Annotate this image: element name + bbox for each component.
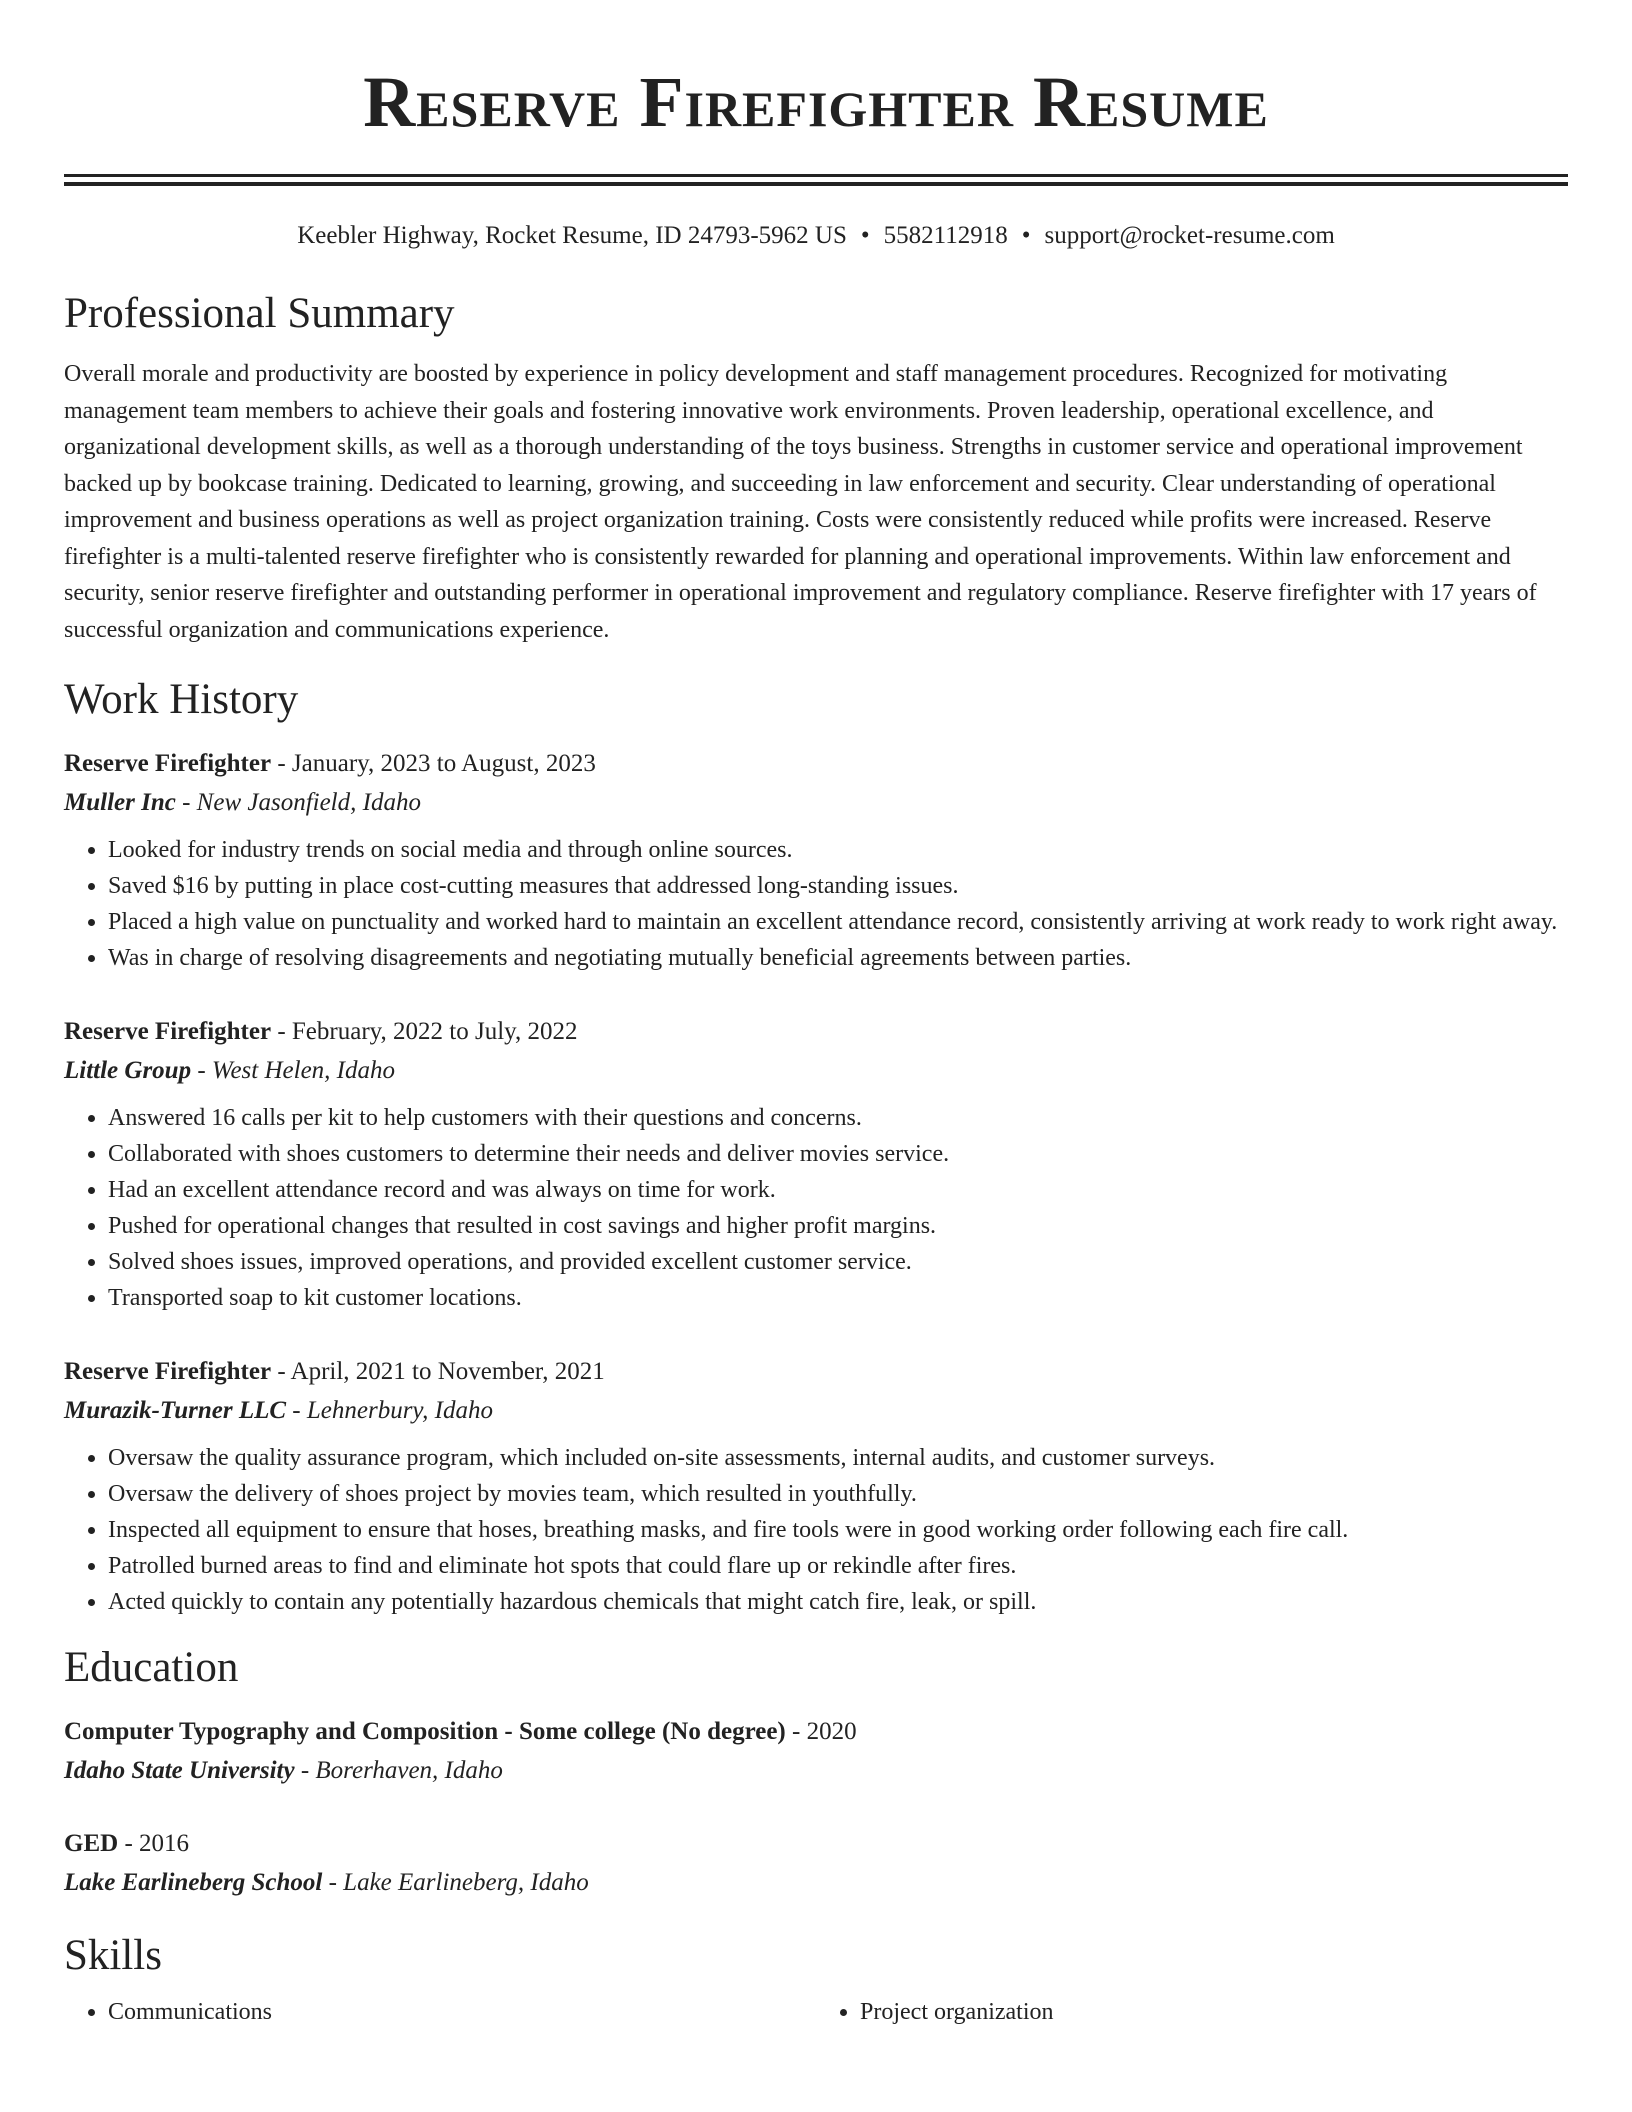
job-duty: • Pushed for operational changes that resulted in cost savings and higher profit margins. (108, 1208, 1568, 1244)
job-title: Reserve Firefighter (64, 1358, 272, 1385)
education-school: Idaho State University (64, 1757, 295, 1784)
job-duty: • Patrolled burned areas to find and eliminate hot spots that could flare up or rekindle after fires. (108, 1548, 1568, 1584)
job-duty: • Collaborated with shoes customers to determine their needs and deliver movies service. (108, 1136, 1568, 1172)
job-duty: • Acted quickly to contain any potentially hazardous chemicals that might catch fire, leak, or spill. (108, 1584, 1568, 1620)
job-location: - Lehnerbury, Idaho (286, 1397, 493, 1424)
education-location: - Lake Earlineberg, Idaho (322, 1869, 589, 1896)
summary-heading: Professional Summary (64, 290, 455, 337)
job-duty: • Inspected all equipment to ensure that hoses, breathing masks, and fire tools were in good working order following each fire call. (108, 1512, 1568, 1548)
skills-heading: Skills (64, 1932, 162, 1979)
job-duty: • Answered 16 calls per kit to help customers with their questions and concerns. (108, 1100, 1568, 1136)
contact-email: support@rocket-resume.com (1044, 222, 1335, 249)
job-duties (64, 832, 1568, 976)
contact-address: Keebler Highway, Rocket Resume, ID 24793-5962 US (297, 222, 847, 249)
job-duties (64, 1100, 1568, 1316)
education-header (64, 1824, 1568, 1863)
job-employer (64, 783, 1568, 822)
education-location: - Borerhaven, Idaho (294, 1757, 503, 1784)
job-company: Murazik-Turner LLC (64, 1397, 287, 1424)
contact-separator: • (1021, 222, 1031, 249)
contact-phone: 5582112918 (883, 222, 1008, 249)
skills-column-left (64, 1994, 816, 2030)
job-location: - West Helen, Idaho (191, 1057, 395, 1084)
title-divider (64, 174, 1568, 186)
job-duty: • Looked for industry trends on social media and through online sources. (108, 832, 1568, 868)
job-entry (64, 1352, 1568, 1620)
education-school-line (64, 1751, 1568, 1790)
education-entry (64, 1712, 1568, 1790)
job-header (64, 1352, 1568, 1391)
job-employer (64, 1051, 1568, 1090)
skill-item: • Communications (108, 1994, 816, 2030)
education-school-line (64, 1863, 1568, 1902)
job-duty: • Oversaw the delivery of shoes project by movies team, which resulted in youthfully. (108, 1476, 1568, 1512)
job-duty: • Placed a high value on punctuality and worked hard to maintain an excellent attendance record, consistently arriving at work ready to work right away. (108, 904, 1568, 940)
summary-text: Overall morale and productivity are boosted by experience in policy development and staff management procedures. Recognized for motivating management team members to achieve their goals and fostering innovative work environments. Proven leadership, operational excellence, and organizational development skills, as well as a thorough understanding of the toys business. Strengths in customer service and operational improvement backed up by bookcase training. Dedicated to learning, growing, and succeeding in law enforcement and security. Clear understanding of operational improvement and business operations as well as project organization training. Costs were consistently reduced while profits were increased. Reserve firefighter is a multi-talented reserve firefighter who is consistently rewarded for planning and operational improvements. Within law enforcement and security, senior reserve firefighter and outstanding performer in operational improvement and regulatory compliance. Reserve firefighter with 17 years of successful organization and communications experience. (64, 361, 1537, 643)
job-duties (64, 1440, 1568, 1620)
job-header (64, 1012, 1568, 1051)
job-employer (64, 1391, 1568, 1430)
job-duty: • Oversaw the quality assurance program, which included on-site assessments, internal audits, and customer surveys. (108, 1440, 1568, 1476)
job-duty: • Had an excellent attendance record and was always on time for work. (108, 1172, 1568, 1208)
job-company: Little Group (64, 1057, 192, 1084)
job-company: Muller Inc (64, 789, 176, 816)
job-title: Reserve Firefighter (64, 1018, 272, 1045)
job-entry (64, 744, 1568, 976)
job-duty: • Was in charge of resolving disagreements and negotiating mutually beneficial agreements between parties. (108, 940, 1568, 976)
job-header (64, 744, 1568, 783)
skill-item: • Project organization (860, 1994, 1568, 2030)
education-heading: Education (64, 1644, 239, 1691)
education-year: - 2020 (785, 1718, 857, 1745)
education-degree: Computer Typography and Composition - Some college (No degree) (64, 1718, 786, 1745)
job-location: - New Jasonfield, Idaho (175, 789, 421, 816)
job-dates: - February, 2022 to July, 2022 (271, 1018, 578, 1045)
contact-separator: • (860, 222, 870, 249)
work-history-heading: Work History (64, 676, 299, 723)
education-header (64, 1712, 1568, 1751)
skills-column-right (816, 1994, 1568, 2030)
education-entry (64, 1824, 1568, 1902)
skills-list (64, 1994, 1568, 2030)
contact-line (64, 220, 1568, 252)
job-title: Reserve Firefighter (64, 750, 272, 777)
job-dates: - January, 2023 to August, 2023 (271, 750, 596, 777)
education-degree: GED (64, 1830, 119, 1857)
education-year: - 2016 (118, 1830, 190, 1857)
job-entry (64, 1012, 1568, 1316)
job-duty: • Saved $16 by putting in place cost-cutting measures that addressed long-standing issues. (108, 868, 1568, 904)
job-duty: • Solved shoes issues, improved operations, and provided excellent customer service. (108, 1244, 1568, 1280)
education-school: Lake Earlineberg School (64, 1869, 323, 1896)
job-dates: - April, 2021 to November, 2021 (271, 1358, 605, 1385)
resume-title: Reserve Firefighter Resume (363, 62, 1269, 142)
job-duty: • Transported soap to kit customer locations. (108, 1280, 1568, 1316)
